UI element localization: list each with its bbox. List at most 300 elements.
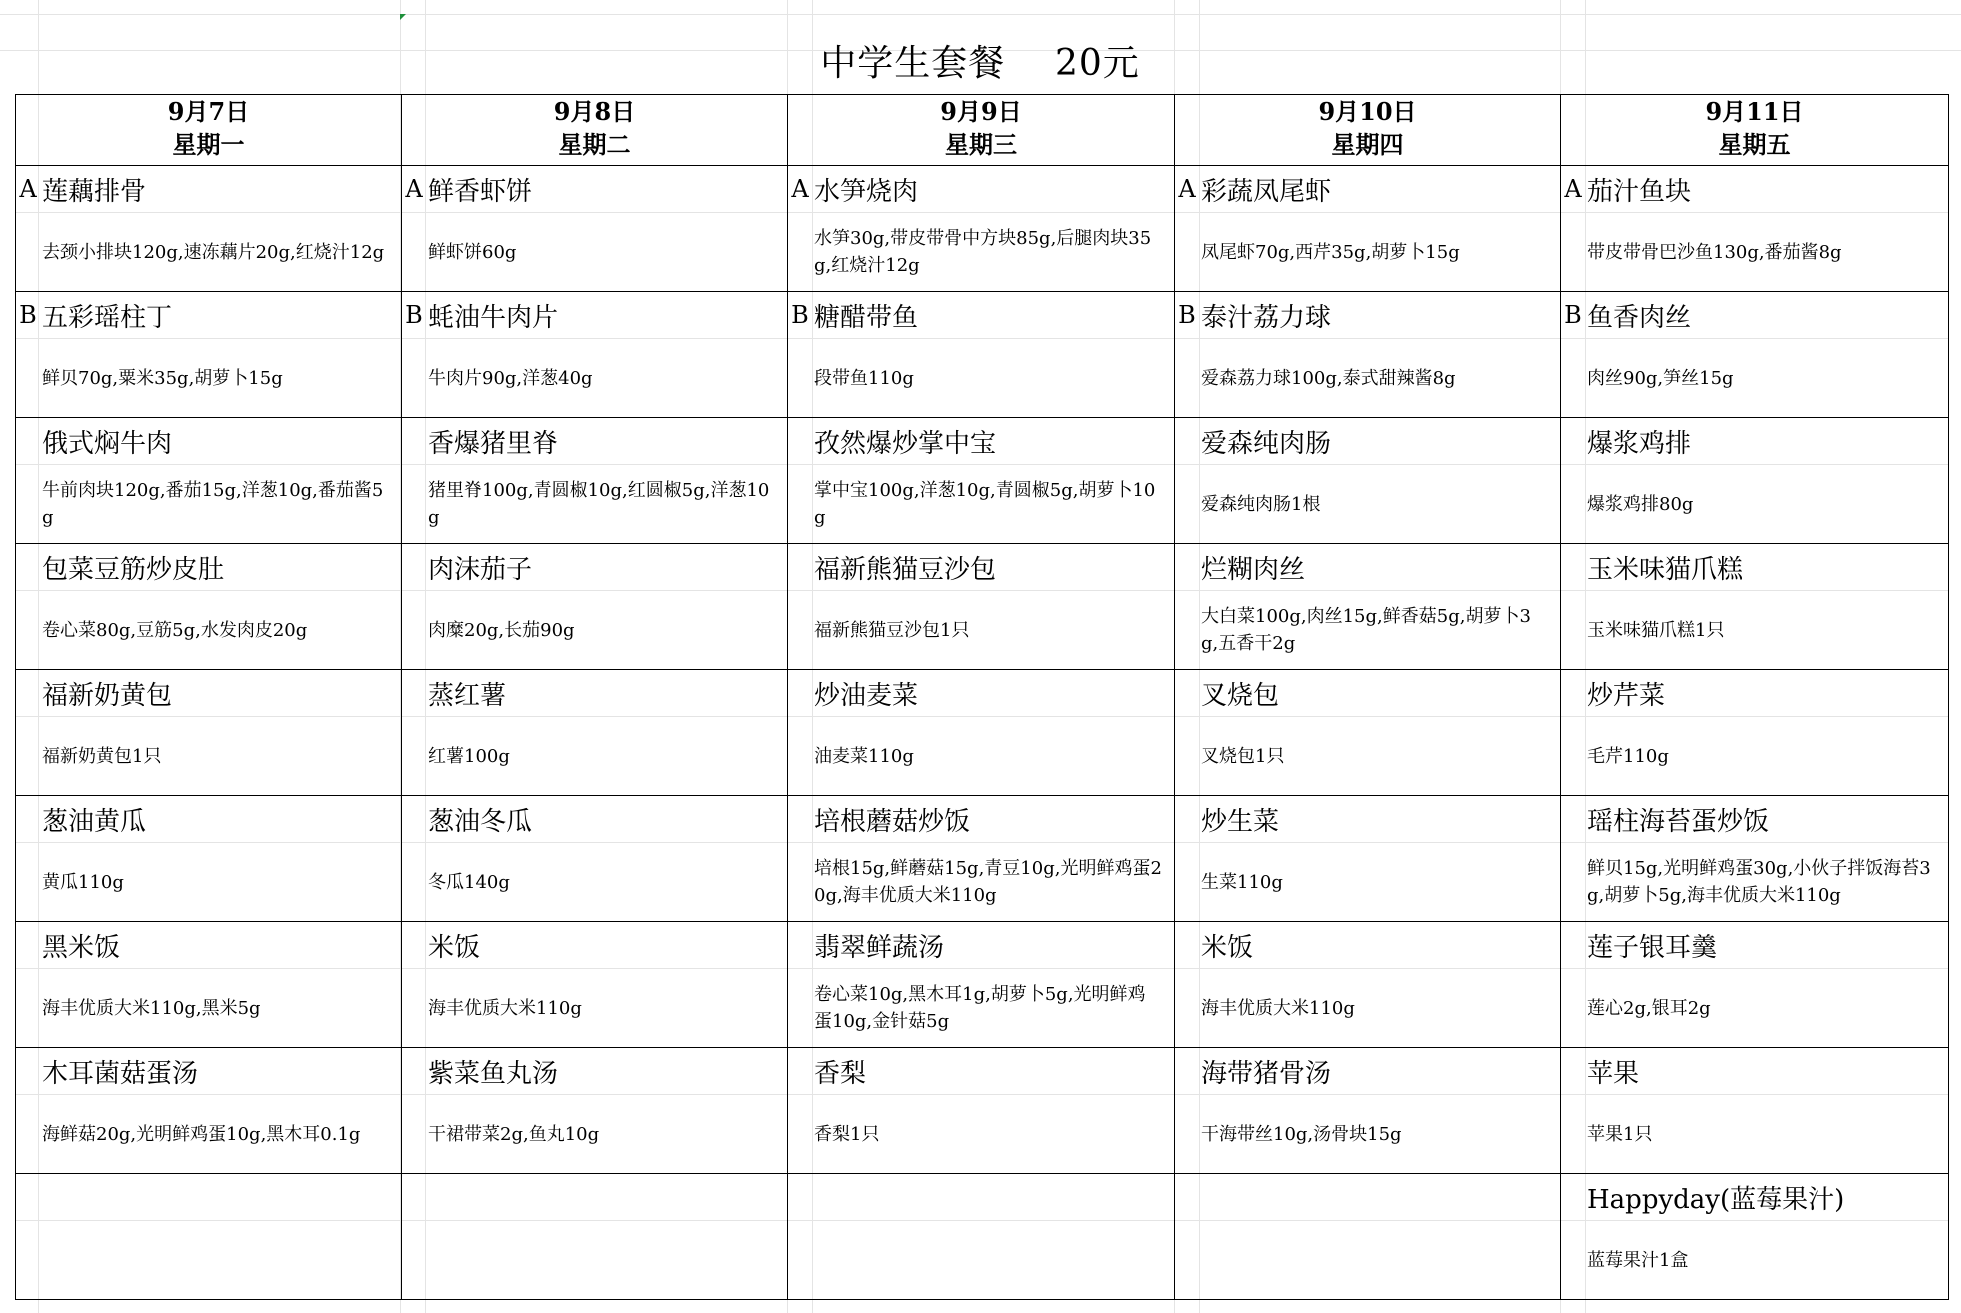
- menu-row: [16, 544, 1949, 670]
- dish-line: [1175, 922, 1560, 969]
- dish-line: [1175, 418, 1560, 465]
- dish-name: 紫菜鱼丸汤: [428, 1058, 559, 1089]
- menu-cell[interactable]: [1561, 166, 1949, 292]
- ingredients-wrapper: [402, 339, 787, 417]
- dish-line: [1561, 166, 1948, 213]
- ingredients-wrapper: [402, 591, 787, 669]
- ingredients-wrapper: [1561, 213, 1948, 291]
- menu-cell-content: [1175, 418, 1560, 543]
- ingredients-text: 生菜110g: [1201, 871, 1283, 893]
- dish-line: [788, 796, 1174, 843]
- menu-cell[interactable]: [1561, 1174, 1949, 1300]
- menu-cell[interactable]: [16, 292, 402, 418]
- dish-line: [16, 1174, 401, 1221]
- menu-cell[interactable]: [788, 670, 1175, 796]
- dish-line: [1561, 1174, 1948, 1221]
- day-date: 9月7日: [167, 97, 250, 126]
- menu-cell-content: [1561, 670, 1948, 795]
- option-label: B: [1178, 301, 1196, 329]
- dish-name: 烂糊肉丝: [1201, 554, 1306, 585]
- menu-row: [16, 670, 1949, 796]
- dish-line: [16, 670, 401, 717]
- menu-cell-content: [1561, 292, 1948, 417]
- dish-line: [1175, 1048, 1560, 1095]
- menu-cell-content: [788, 166, 1174, 291]
- ingredients-wrapper: [16, 1221, 401, 1299]
- ingredients-text: 苹果1只: [1587, 1123, 1653, 1145]
- day-header-row: [16, 95, 1949, 166]
- ingredients-wrapper: [1175, 843, 1560, 921]
- ingredients-text: 红薯100g: [428, 745, 510, 767]
- dish-line: [1561, 292, 1948, 339]
- menu-cell[interactable]: [1175, 922, 1561, 1048]
- dish-name: 葱油冬瓜: [428, 806, 533, 837]
- menu-cell-content: [16, 1174, 401, 1299]
- ingredients-wrapper: [16, 591, 401, 669]
- dish-name: 莲藕排骨: [42, 176, 147, 207]
- ingredients-wrapper: [1561, 1095, 1948, 1173]
- menu-row: [16, 418, 1949, 544]
- gridline: [0, 14, 1961, 15]
- menu-row: [16, 292, 1949, 418]
- ingredients-text: 黄瓜110g: [42, 871, 124, 893]
- ingredients-text: 蓝莓果汁1盒: [1587, 1249, 1689, 1271]
- dish-name: 鱼香肉丝: [1587, 302, 1692, 333]
- ingredients-wrapper: [1175, 1095, 1560, 1173]
- ingredients-wrapper: [402, 717, 787, 795]
- ingredients-text: 肉丝90g,笋丝15g: [1587, 367, 1734, 389]
- menu-cell-content: [16, 922, 401, 1047]
- menu-cell-content: [1175, 796, 1560, 921]
- menu-cell-content: [788, 796, 1174, 921]
- dish-name: 瑶柱海苔蛋炒饭: [1587, 806, 1770, 837]
- ingredients-text: 海丰优质大米110g: [1201, 997, 1355, 1019]
- dish-name: 莲子银耳羹: [1587, 932, 1718, 963]
- ingredients-text: 鲜贝15g,光明鲜鸡蛋30g,小伙子拌饭海苔3g,胡萝卜5g,海丰优质大米110g: [1587, 858, 1931, 906]
- dish-line: [402, 1048, 787, 1095]
- ingredients-text: 水笋30g,带皮带骨中方块85g,后腿肉块35g,红烧汁12g: [814, 228, 1152, 276]
- menu-cell[interactable]: [16, 166, 402, 292]
- ingredients-text: 爱森荔力球100g,泰式甜辣酱8g: [1201, 367, 1456, 389]
- ingredients-wrapper: [402, 213, 787, 291]
- dish-name: 米饭: [1201, 932, 1254, 963]
- dish-line: [402, 1174, 787, 1221]
- ingredients-wrapper: [788, 213, 1174, 291]
- ingredients-wrapper: [788, 1221, 1174, 1299]
- menu-cell[interactable]: [788, 1174, 1175, 1300]
- ingredients-wrapper: [16, 339, 401, 417]
- dish-line: [402, 166, 787, 213]
- menu-cell[interactable]: [402, 670, 788, 796]
- dish-line: [402, 922, 787, 969]
- ingredients-text: 鲜贝70g,粟米35g,胡萝卜15g: [42, 367, 283, 389]
- menu-cell[interactable]: [402, 922, 788, 1048]
- ingredients-wrapper: [402, 1095, 787, 1173]
- day-weekday: 星期四: [1331, 130, 1404, 159]
- dish-name: Happyday(蓝莓果汁): [1587, 1184, 1845, 1215]
- menu-cell[interactable]: [788, 922, 1175, 1048]
- dish-line: [16, 544, 401, 591]
- dish-line: [402, 418, 787, 465]
- menu-cell[interactable]: [1175, 544, 1561, 670]
- menu-cell-content: [788, 1048, 1174, 1173]
- ingredients-text: 掌中宝100g,洋葱10g,青圆椒5g,胡萝卜10g: [814, 480, 1156, 528]
- menu-title: 中学生套餐 20元: [820, 42, 1140, 84]
- cell-comment-marker: [400, 14, 406, 20]
- menu-cell-content: [1561, 1174, 1948, 1299]
- ingredients-wrapper: [402, 969, 787, 1047]
- dish-line: [1561, 796, 1948, 843]
- ingredients-text: 海丰优质大米110g: [428, 997, 582, 1019]
- menu-table: [15, 94, 1949, 1300]
- option-label: B: [1564, 301, 1582, 329]
- ingredients-wrapper: [1561, 465, 1948, 543]
- dish-line: [788, 670, 1174, 717]
- menu-cell[interactable]: [402, 292, 788, 418]
- ingredients-text: 段带鱼110g: [814, 367, 914, 389]
- menu-cell-content: [1175, 1048, 1560, 1173]
- menu-cell[interactable]: [402, 418, 788, 544]
- dish-name: 炒生菜: [1201, 806, 1280, 837]
- dish-name: 彩蔬凤尾虾: [1201, 176, 1332, 207]
- dish-line: [16, 1048, 401, 1095]
- menu-cell[interactable]: [788, 418, 1175, 544]
- menu-cell[interactable]: [1175, 166, 1561, 292]
- dish-line: [788, 544, 1174, 591]
- menu-cell[interactable]: [1561, 922, 1949, 1048]
- dish-name: 水笋烧肉: [814, 176, 919, 207]
- ingredients-wrapper: [1175, 213, 1560, 291]
- ingredients-text: 莲心2g,银耳2g: [1587, 997, 1711, 1019]
- day-weekday: 星期二: [558, 130, 631, 159]
- dish-line: [1175, 1174, 1560, 1221]
- ingredients-wrapper: [1561, 843, 1948, 921]
- menu-cell-content: [1561, 166, 1948, 291]
- dish-name: 香爆猪里脊: [428, 428, 559, 459]
- dish-name: 爆浆鸡排: [1587, 428, 1692, 459]
- ingredients-text: 福新奶黄包1只: [42, 745, 162, 767]
- dish-name: 翡翠鲜蔬汤: [814, 932, 945, 963]
- dish-line: [788, 1048, 1174, 1095]
- day-header-monday[interactable]: [16, 95, 402, 166]
- ingredients-text: 猪里脊100g,青圆椒10g,红圆椒5g,洋葱10g: [428, 480, 770, 528]
- ingredients-text: 卷心菜10g,黑木耳1g,胡萝卜5g,光明鲜鸡蛋10g,金针菇5g: [814, 984, 1146, 1032]
- menu-cell[interactable]: [788, 292, 1175, 418]
- ingredients-text: 牛前肉块120g,番茄15g,洋葱10g,番茄酱5g: [42, 480, 384, 528]
- ingredients-wrapper: [1561, 339, 1948, 417]
- dish-line: [788, 292, 1174, 339]
- menu-cell-content: [16, 292, 401, 417]
- dish-name: 黑米饭: [42, 932, 121, 963]
- option-label: A: [405, 175, 423, 203]
- ingredients-wrapper: [1561, 717, 1948, 795]
- option-label: A: [1564, 175, 1582, 203]
- day-header-tuesday[interactable]: [402, 95, 788, 166]
- menu-cell-content: [402, 796, 787, 921]
- option-label: A: [19, 175, 37, 203]
- ingredients-wrapper: [16, 465, 401, 543]
- menu-row: [16, 796, 1949, 922]
- menu-cell[interactable]: [1175, 1174, 1561, 1300]
- menu-cell-content: [1561, 544, 1948, 669]
- dish-name: 葱油黄瓜: [42, 806, 147, 837]
- ingredients-wrapper: [402, 1221, 787, 1299]
- dish-name: 五彩瑶柱丁: [42, 302, 173, 333]
- menu-cell-content: [788, 292, 1174, 417]
- menu-cell-content: [402, 544, 787, 669]
- dish-name: 孜然爆炒掌中宝: [814, 428, 997, 459]
- ingredients-wrapper: [1175, 591, 1560, 669]
- ingredients-wrapper: [788, 843, 1174, 921]
- ingredients-text: 冬瓜140g: [428, 871, 510, 893]
- menu-cell[interactable]: [402, 166, 788, 292]
- menu-cell[interactable]: [1175, 418, 1561, 544]
- day-header-friday[interactable]: [1561, 95, 1949, 166]
- dish-line: [1175, 544, 1560, 591]
- menu-cell[interactable]: [1175, 670, 1561, 796]
- menu-cell[interactable]: [16, 670, 402, 796]
- menu-cell[interactable]: [402, 796, 788, 922]
- option-label: A: [791, 175, 809, 203]
- dish-name: 俄式焖牛肉: [42, 428, 173, 459]
- dish-name: 蚝油牛肉片: [428, 302, 559, 333]
- menu-cell-content: [16, 670, 401, 795]
- dish-name: 肉沫茄子: [428, 554, 533, 585]
- dish-name: 米饭: [428, 932, 481, 963]
- menu-cell-content: [402, 292, 787, 417]
- menu-cell[interactable]: [788, 544, 1175, 670]
- dish-line: [1175, 796, 1560, 843]
- ingredients-text: 培根15g,鲜蘑菇15g,青豆10g,光明鲜鸡蛋20g,海丰优质大米110g: [814, 858, 1162, 906]
- menu-cell-content: [788, 544, 1174, 669]
- dish-name: 蒸红薯: [428, 680, 507, 711]
- dish-line: [16, 292, 401, 339]
- day-weekday: 星期五: [1718, 130, 1791, 159]
- dish-name: 海带猪骨汤: [1201, 1058, 1332, 1089]
- dish-line: [1175, 670, 1560, 717]
- ingredients-text: 去颈小排块120g,速冻藕片20g,红烧汁12g: [42, 241, 385, 263]
- ingredients-wrapper: [16, 969, 401, 1047]
- dish-line: [788, 166, 1174, 213]
- menu-cell[interactable]: [16, 796, 402, 922]
- menu-cell[interactable]: [1561, 292, 1949, 418]
- dish-line: [1561, 670, 1948, 717]
- menu-cell-content: [788, 418, 1174, 543]
- dish-line: [402, 544, 787, 591]
- ingredients-wrapper: [788, 591, 1174, 669]
- menu-cell-content: [16, 544, 401, 669]
- dish-line: [788, 1174, 1174, 1221]
- ingredients-wrapper: [1561, 1221, 1948, 1299]
- day-date: 9月10日: [1318, 97, 1417, 126]
- ingredients-text: 海鲜菇20g,光明鲜鸡蛋10g,黑木耳0.1g: [42, 1123, 361, 1145]
- dish-line: [16, 166, 401, 213]
- dish-name: 玉米味猫爪糕: [1587, 554, 1744, 585]
- ingredients-wrapper: [1175, 1221, 1560, 1299]
- ingredients-text: 油麦菜110g: [814, 745, 914, 767]
- option-label: B: [405, 301, 423, 329]
- ingredients-text: 卷心菜80g,豆筋5g,水发肉皮20g: [42, 619, 308, 641]
- ingredients-wrapper: [788, 339, 1174, 417]
- day-date: 9月11日: [1705, 97, 1804, 126]
- menu-row: [16, 166, 1949, 292]
- menu-cell[interactable]: [1561, 418, 1949, 544]
- dish-name: 糖醋带鱼: [814, 302, 919, 333]
- day-header-thursday[interactable]: [1175, 95, 1561, 166]
- dish-name: 茄汁鱼块: [1587, 176, 1692, 207]
- menu-cell[interactable]: [1561, 544, 1949, 670]
- ingredients-wrapper: [1175, 969, 1560, 1047]
- ingredients-text: 爆浆鸡排80g: [1587, 493, 1694, 515]
- menu-cell-content: [402, 418, 787, 543]
- menu-cell[interactable]: [16, 1048, 402, 1174]
- dish-name: 苹果: [1587, 1058, 1640, 1089]
- ingredients-wrapper: [1175, 465, 1560, 543]
- menu-cell-content: [1175, 544, 1560, 669]
- dish-name: 福新奶黄包: [42, 680, 173, 711]
- dish-line: [1175, 292, 1560, 339]
- dish-line: [402, 292, 787, 339]
- ingredients-wrapper: [402, 465, 787, 543]
- ingredients-wrapper: [16, 1095, 401, 1173]
- menu-cell-content: [16, 418, 401, 543]
- menu-cell-content: [1561, 796, 1948, 921]
- ingredients-wrapper: [16, 843, 401, 921]
- dish-line: [788, 922, 1174, 969]
- menu-cell[interactable]: [1175, 796, 1561, 922]
- dish-line: [1561, 418, 1948, 465]
- dish-line: [402, 796, 787, 843]
- ingredients-text: 带皮带骨巴沙鱼130g,番茄酱8g: [1587, 241, 1842, 263]
- dish-line: [1561, 544, 1948, 591]
- menu-cell[interactable]: [1561, 796, 1949, 922]
- ingredients-text: 香梨1只: [814, 1123, 880, 1145]
- ingredients-wrapper: [788, 465, 1174, 543]
- menu-cell-content: [1175, 1174, 1560, 1299]
- dish-line: [788, 418, 1174, 465]
- ingredients-wrapper: [402, 843, 787, 921]
- dish-line: [16, 796, 401, 843]
- dish-name: 福新熊猫豆沙包: [814, 554, 997, 585]
- dish-name: 叉烧包: [1201, 680, 1280, 711]
- ingredients-wrapper: [1561, 969, 1948, 1047]
- dish-name: 炒油麦菜: [814, 680, 919, 711]
- menu-row: [16, 1048, 1949, 1174]
- menu-cell[interactable]: [788, 166, 1175, 292]
- menu-cell-content: [402, 670, 787, 795]
- menu-cell-content: [1561, 922, 1948, 1047]
- dish-name: 泰汁荔力球: [1201, 302, 1332, 333]
- menu-cell[interactable]: [1561, 1048, 1949, 1174]
- menu-cell-content: [788, 670, 1174, 795]
- dish-name: 木耳菌菇蛋汤: [42, 1058, 199, 1089]
- menu-cell[interactable]: [402, 544, 788, 670]
- menu-cell-content: [788, 922, 1174, 1047]
- ingredients-text: 玉米味猫爪糕1只: [1587, 619, 1725, 641]
- ingredients-text: 牛肉片90g,洋葱40g: [428, 367, 593, 389]
- ingredients-text: 肉糜20g,长茄90g: [428, 619, 575, 641]
- menu-cell[interactable]: [16, 922, 402, 1048]
- menu-cell[interactable]: [1561, 670, 1949, 796]
- ingredients-wrapper: [16, 717, 401, 795]
- ingredients-text: 爱森纯肉肠1根: [1201, 493, 1321, 515]
- menu-cell-content: [1175, 166, 1560, 291]
- menu-row: [16, 1174, 1949, 1300]
- menu-cell-content: [402, 1174, 787, 1299]
- menu-cell-content: [1561, 418, 1948, 543]
- ingredients-wrapper: [788, 1095, 1174, 1173]
- ingredients-text: 毛芹110g: [1587, 745, 1669, 767]
- menu-cell-content: [402, 922, 787, 1047]
- ingredients-text: 凤尾虾70g,西芹35g,胡萝卜15g: [1201, 241, 1460, 263]
- menu-row: [16, 922, 1949, 1048]
- ingredients-wrapper: [788, 717, 1174, 795]
- option-label: B: [791, 301, 809, 329]
- dish-name: 炒芹菜: [1587, 680, 1666, 711]
- menu-cell-content: [16, 1048, 401, 1173]
- dish-name: 包菜豆筋炒皮肚: [42, 554, 225, 585]
- day-date: 9月8日: [553, 97, 636, 126]
- menu-cell[interactable]: [16, 544, 402, 670]
- menu-cell[interactable]: [16, 418, 402, 544]
- day-weekday: 星期一: [172, 130, 245, 159]
- day-header-wednesday[interactable]: [788, 95, 1175, 166]
- ingredients-text: 福新熊猫豆沙包1只: [814, 619, 970, 641]
- ingredients-wrapper: [1175, 717, 1560, 795]
- ingredients-text: 干裙带菜2g,鱼丸10g: [428, 1123, 600, 1145]
- menu-cell-content: [16, 166, 401, 291]
- ingredients-text: 大白菜100g,肉丝15g,鲜香菇5g,胡萝卜3g,五香干2g: [1201, 606, 1531, 654]
- menu-cell-content: [402, 166, 787, 291]
- dish-name: 爱森纯肉肠: [1201, 428, 1332, 459]
- day-date: 9月9日: [940, 97, 1022, 126]
- option-label: B: [19, 301, 37, 329]
- ingredients-wrapper: [788, 969, 1174, 1047]
- menu-cell-content: [16, 796, 401, 921]
- menu-cell[interactable]: [788, 796, 1175, 922]
- ingredients-text: 干海带丝10g,汤骨块15g: [1201, 1123, 1402, 1145]
- dish-line: [1561, 922, 1948, 969]
- ingredients-text: 叉烧包1只: [1201, 745, 1285, 767]
- menu-cell-content: [1561, 1048, 1948, 1173]
- dish-name: 香梨: [814, 1058, 867, 1089]
- menu-cell[interactable]: [402, 1174, 788, 1300]
- menu-cell-content: [1175, 292, 1560, 417]
- option-label: A: [1178, 175, 1196, 203]
- dish-name: 鲜香虾饼: [428, 176, 533, 207]
- ingredients-wrapper: [1561, 591, 1948, 669]
- dish-line: [16, 922, 401, 969]
- menu-cell[interactable]: [1175, 1048, 1561, 1174]
- menu-body: [16, 166, 1949, 1300]
- dish-line: [1175, 166, 1560, 213]
- day-weekday: 星期三: [945, 130, 1017, 159]
- dish-name: 培根蘑菇炒饭: [814, 806, 971, 837]
- menu-cell[interactable]: [1175, 292, 1561, 418]
- menu-cell[interactable]: [402, 1048, 788, 1174]
- ingredients-text: 鲜虾饼60g: [428, 241, 517, 263]
- menu-cell-content: [1175, 922, 1560, 1047]
- menu-cell-content: [1175, 670, 1560, 795]
- dish-line: [16, 418, 401, 465]
- ingredients-text: 海丰优质大米110g,黑米5g: [42, 997, 261, 1019]
- menu-cell-content: [402, 1048, 787, 1173]
- dish-line: [402, 670, 787, 717]
- dish-line: [1561, 1048, 1948, 1095]
- menu-cell[interactable]: [788, 1048, 1175, 1174]
- ingredients-wrapper: [16, 213, 401, 291]
- menu-cell[interactable]: [16, 1174, 402, 1300]
